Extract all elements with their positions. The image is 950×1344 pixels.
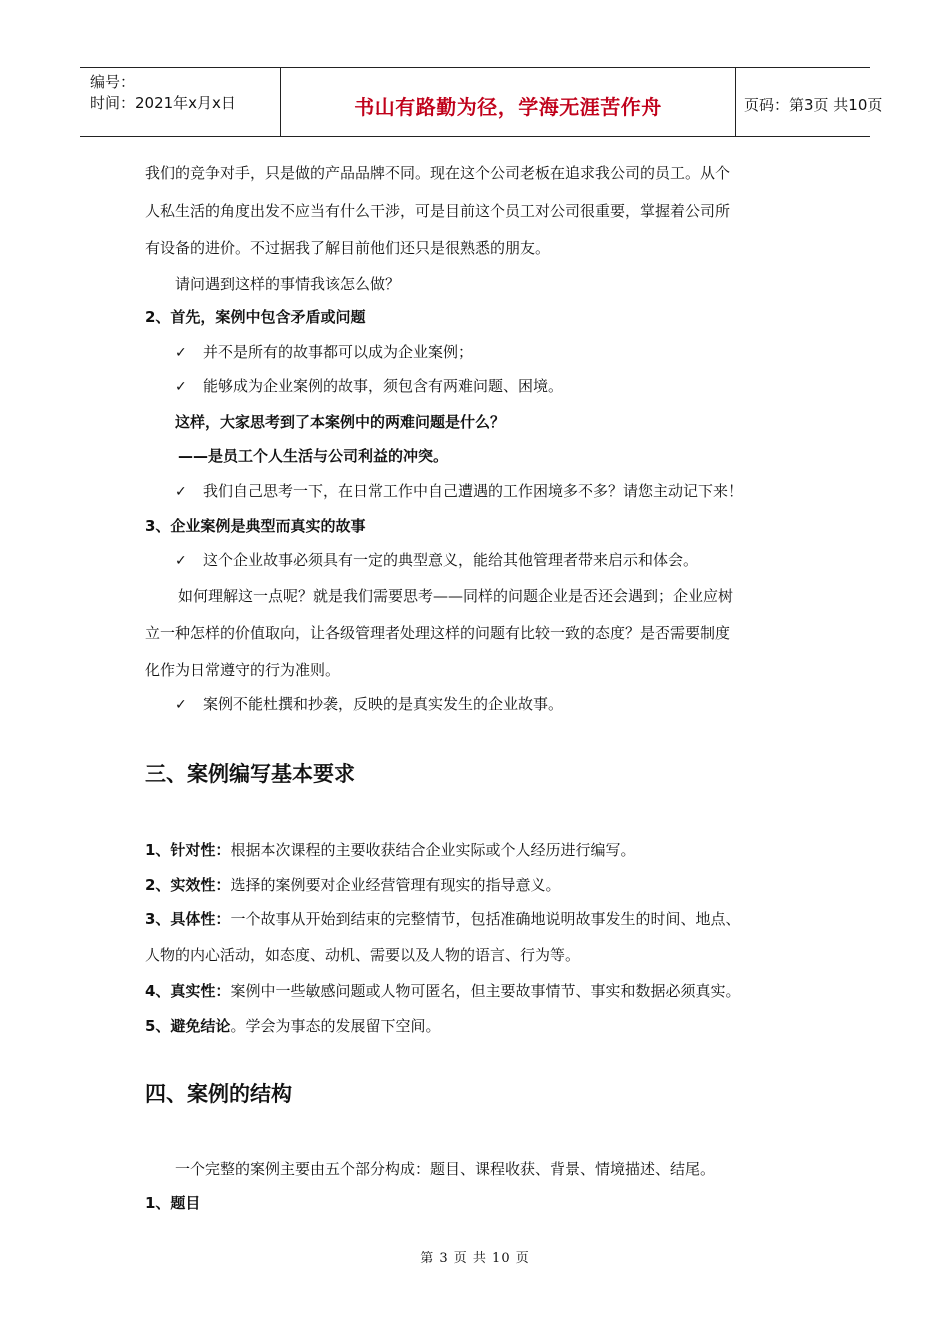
- paragraph-question: 请问遇到这样的事情我该怎么做？: [175, 275, 401, 293]
- header-meta-cell: [80, 68, 280, 136]
- paragraph-line: 立一种怎样的价值取向，让各级管理者处理这样的问题有比较一致的态度？是否需要制度: [145, 624, 731, 642]
- requirement-value: 案例中一些敏感问题或人物可匿名，但主要故事情节、事实和数据必须真实。: [230, 982, 741, 1000]
- check-icon: ✓: [175, 379, 187, 395]
- section-2-answer: ——是员工个人生活与公司利益的冲突。: [178, 447, 449, 465]
- check-item-text: 我们自己思考一下，在日常工作中自己遭遇的工作困境多不多？请您主动记下来！: [203, 482, 744, 500]
- header-page-info: 页码：第3页 共10页: [744, 96, 883, 114]
- requirement-key: 5、避免结论: [145, 1017, 231, 1035]
- check-icon: ✓: [175, 345, 187, 361]
- heading-section-3: 三、案例编写基本要求: [145, 762, 355, 786]
- requirement-value: 一个故事从开始到结束的完整情节，包括准确地说明故事发生的时间、地点、: [230, 910, 741, 928]
- requirement-key: 1、针对性：: [145, 841, 231, 859]
- requirement-item: [145, 839, 635, 860]
- check-item: [175, 375, 563, 396]
- paragraph-line: 如何理解这一点呢？就是我们需要思考——同样的问题企业是否还会遇到；企业应树: [178, 587, 734, 605]
- document-number-label: 编号：: [90, 73, 136, 91]
- paragraph-line: 人私生活的角度出发不应当有什么干涉，可是目前这个员工对公司很重要，掌握着公司所: [145, 202, 731, 220]
- check-item-text: 并不是所有的故事都可以成为企业案例；: [203, 343, 474, 361]
- check-icon: ✓: [175, 553, 187, 569]
- page-header: [80, 67, 883, 137]
- document-date-label: 时间：2021年x月x日: [90, 94, 236, 112]
- requirement-item: [145, 908, 740, 929]
- header-page-cell: [735, 68, 883, 136]
- check-item: [175, 480, 743, 501]
- section-2-question: 这样，大家思考到了本案例中的两难问题是什么？: [175, 413, 506, 431]
- header-motto-cell: [280, 68, 736, 136]
- header-motto: 书山有路勤为径，学海无涯苦作舟: [354, 95, 662, 119]
- section-3-title: 3、企业案例是典型而真实的故事: [145, 517, 366, 535]
- requirement-value: 。学会为事态的发展留下空间。: [230, 1017, 441, 1035]
- section-2-title: 2、首先，案例中包含矛盾或问题: [145, 308, 366, 326]
- requirement-value: 根据本次课程的主要收获结合企业实际或个人经历进行编写。: [230, 841, 636, 859]
- paragraph-line: 化作为日常遵守的行为准则。: [145, 661, 341, 679]
- heading-section-4: 四、案例的结构: [145, 1082, 292, 1106]
- requirement-key: 3、具体性：: [145, 910, 231, 928]
- check-item-text: 案例不能杜撰和抄袭，反映的是真实发生的企业故事。: [203, 695, 564, 713]
- paragraph-line: 有设备的进价。不过据我了解目前他们还只是很熟悉的朋友。: [145, 239, 551, 257]
- check-item-text: 这个企业故事必须具有一定的典型意义，能给其他管理者带来启示和体会。: [203, 551, 699, 569]
- requirement-key: 2、实效性：: [145, 876, 231, 894]
- check-item: [175, 341, 473, 362]
- paragraph-line: 一个完整的案例主要由五个部分构成：题目、课程收获、背景、情境描述、结尾。: [175, 1160, 716, 1178]
- check-icon: ✓: [175, 697, 187, 713]
- requirement-item: [145, 874, 560, 895]
- requirement-continuation: 人物的内心活动，如态度、动机、需要以及人物的语言、行为等。: [145, 946, 581, 964]
- requirement-value: 选择的案例要对企业经营管理有现实的指导意义。: [230, 876, 561, 894]
- page-footer: 第 3 页 共 10 页: [420, 1251, 530, 1266]
- requirement-item: [145, 980, 740, 1001]
- check-item: [175, 549, 698, 570]
- subsection-title: 1、题目: [145, 1194, 201, 1212]
- check-item: [175, 693, 563, 714]
- paragraph-line: 我们的竞争对手，只是做的产品品牌不同。现在这个公司老板在追求我公司的员工。从个: [145, 164, 731, 182]
- requirement-key: 4、真实性：: [145, 982, 231, 1000]
- check-icon: ✓: [175, 484, 187, 500]
- check-item-text: 能够成为企业案例的故事，须包含有两难问题、困境。: [203, 377, 564, 395]
- requirement-item: [145, 1015, 440, 1036]
